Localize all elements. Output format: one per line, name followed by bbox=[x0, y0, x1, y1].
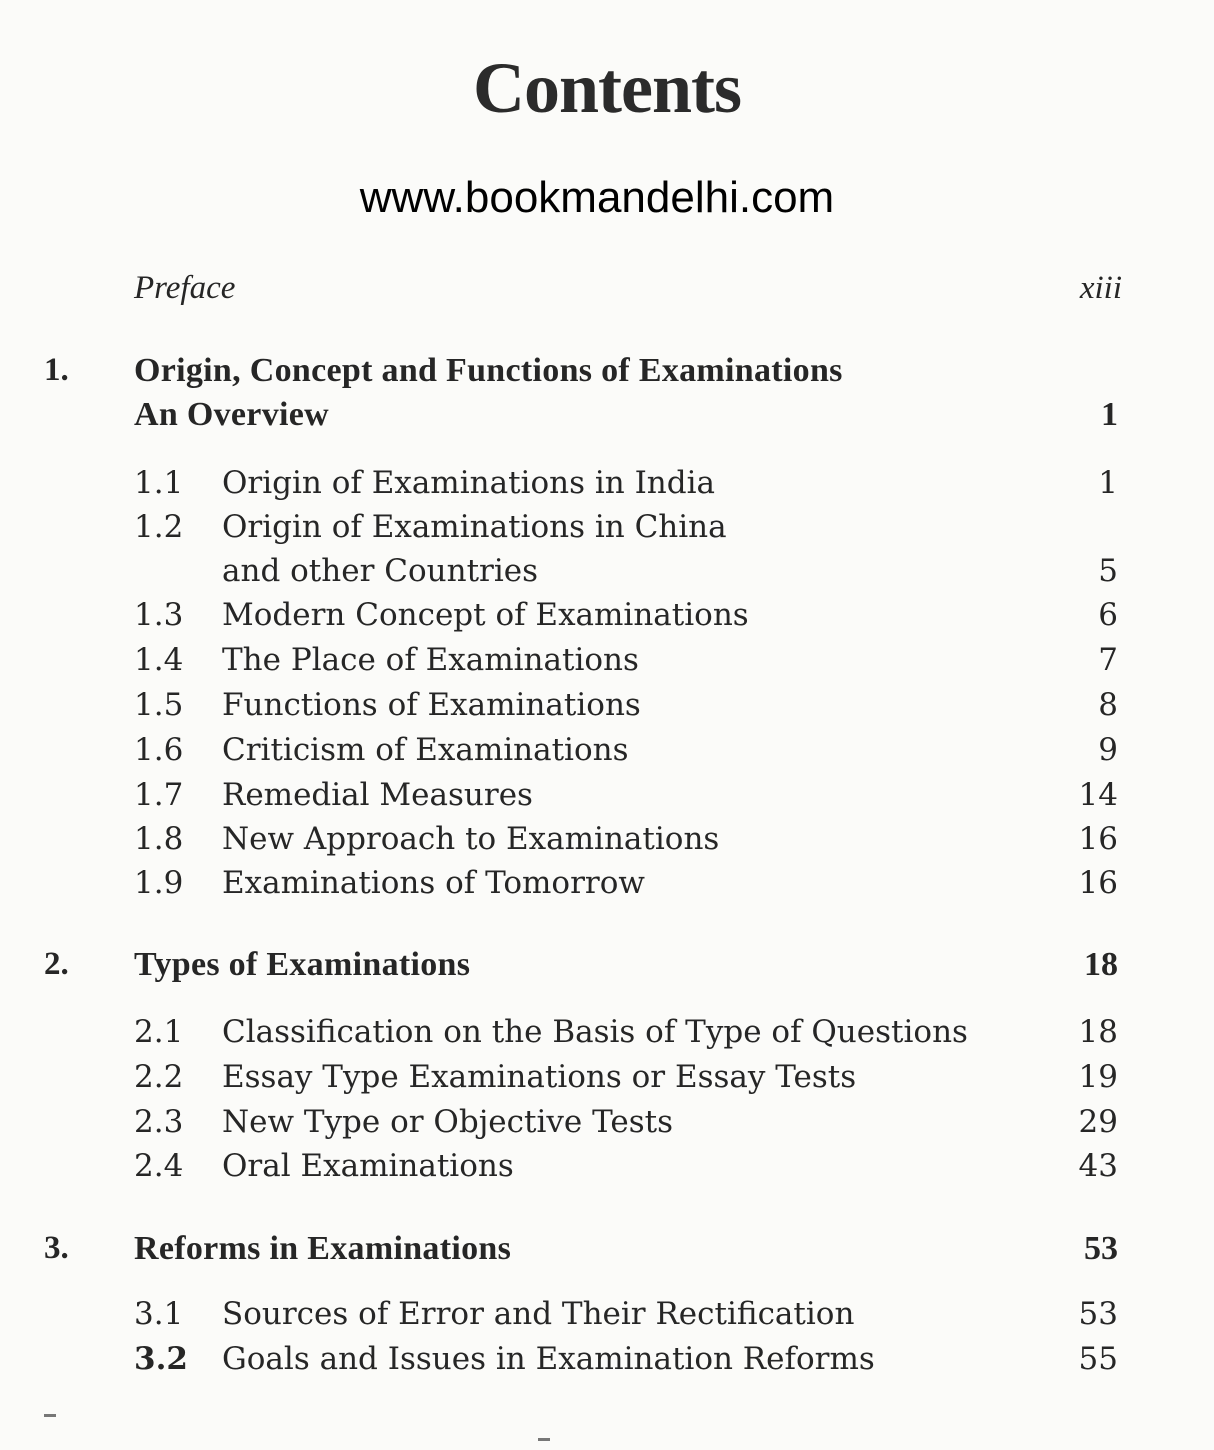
section-page: 53 bbox=[1078, 1296, 1118, 1332]
section-number: 3.1 bbox=[134, 1296, 184, 1332]
section-title: Essay Type Examinations or Essay Tests bbox=[222, 1059, 857, 1095]
section-title: Functions of Examinations bbox=[222, 687, 641, 723]
section-number: 1.3 bbox=[134, 597, 184, 633]
section-page: 5 bbox=[1098, 553, 1118, 589]
section-title: Oral Examinations bbox=[222, 1148, 514, 1184]
section-page: 19 bbox=[1078, 1059, 1118, 1095]
section-title: Goals and Issues in Examination Reforms bbox=[222, 1341, 875, 1377]
chapter-page: 53 bbox=[1084, 1230, 1118, 1267]
section-page: 14 bbox=[1078, 777, 1118, 813]
section-number: 2.1 bbox=[134, 1014, 184, 1050]
section-page: 55 bbox=[1078, 1341, 1118, 1377]
section-page: 8 bbox=[1098, 687, 1118, 723]
scan-speck bbox=[538, 1438, 550, 1441]
section-number: 1.1 bbox=[134, 465, 184, 501]
section-number: 1.2 bbox=[134, 509, 184, 545]
chapter-title: Reforms in Examinations bbox=[134, 1230, 512, 1267]
section-title: Criticism of Examinations bbox=[222, 732, 629, 768]
section-title: Sources of Error and Their Rectification bbox=[222, 1296, 855, 1332]
section-page: 1 bbox=[1098, 465, 1118, 501]
section-page: 18 bbox=[1078, 1014, 1118, 1050]
section-number: 1.8 bbox=[134, 821, 184, 857]
section-title: New Type or Objective Tests bbox=[222, 1104, 673, 1140]
chapter-number: 3. bbox=[44, 1230, 69, 1266]
section-title: Classification on the Basis of Type of Questions bbox=[222, 1014, 968, 1050]
section-number: 1.5 bbox=[134, 687, 184, 723]
section-page: 29 bbox=[1078, 1104, 1118, 1140]
chapter-number: 2. bbox=[44, 946, 69, 982]
page-title: Contents bbox=[472, 48, 741, 128]
watermark-url: www.bookmandelhi.com bbox=[359, 173, 835, 222]
section-number: 1.9 bbox=[134, 865, 184, 901]
section-number: 1.4 bbox=[134, 642, 184, 678]
section-title: Modern Concept of Examinations bbox=[222, 597, 749, 633]
section-page: 6 bbox=[1098, 597, 1118, 633]
chapter-page: 18 bbox=[1084, 946, 1118, 983]
section-number: 3.2 bbox=[134, 1341, 188, 1377]
chapter-title: Origin, Concept and Functions of Examinations bbox=[134, 352, 843, 389]
section-page: 16 bbox=[1078, 865, 1118, 901]
section-page: 9 bbox=[1098, 732, 1118, 768]
section-number: 2.4 bbox=[134, 1148, 184, 1184]
chapter-title-line2: An Overview bbox=[134, 396, 329, 433]
section-title-line2: and other Countries bbox=[222, 553, 539, 589]
section-page: 7 bbox=[1098, 642, 1118, 678]
section-title: Origin of Examinations in India bbox=[222, 465, 716, 501]
preface-page: xiii bbox=[1079, 270, 1122, 306]
section-page: 43 bbox=[1078, 1148, 1118, 1184]
section-page: 16 bbox=[1078, 821, 1118, 857]
chapter-title: Types of Examinations bbox=[134, 946, 471, 983]
section-number: 2.3 bbox=[134, 1104, 184, 1140]
section-title: Examinations of Tomorrow bbox=[222, 865, 645, 901]
section-title: The Place of Examinations bbox=[222, 642, 639, 678]
section-title: New Approach to Examinations bbox=[222, 821, 720, 857]
section-number: 1.7 bbox=[134, 777, 184, 813]
section-title: Origin of Examinations in China bbox=[222, 509, 727, 545]
scan-speck bbox=[44, 1414, 56, 1417]
chapter-number: 1. bbox=[44, 352, 69, 388]
section-number: 2.2 bbox=[134, 1059, 184, 1095]
section-title: Remedial Measures bbox=[222, 777, 533, 813]
section-number: 1.6 bbox=[134, 732, 184, 768]
chapter-page: 1 bbox=[1101, 396, 1118, 433]
preface-label: Preface bbox=[134, 270, 236, 306]
